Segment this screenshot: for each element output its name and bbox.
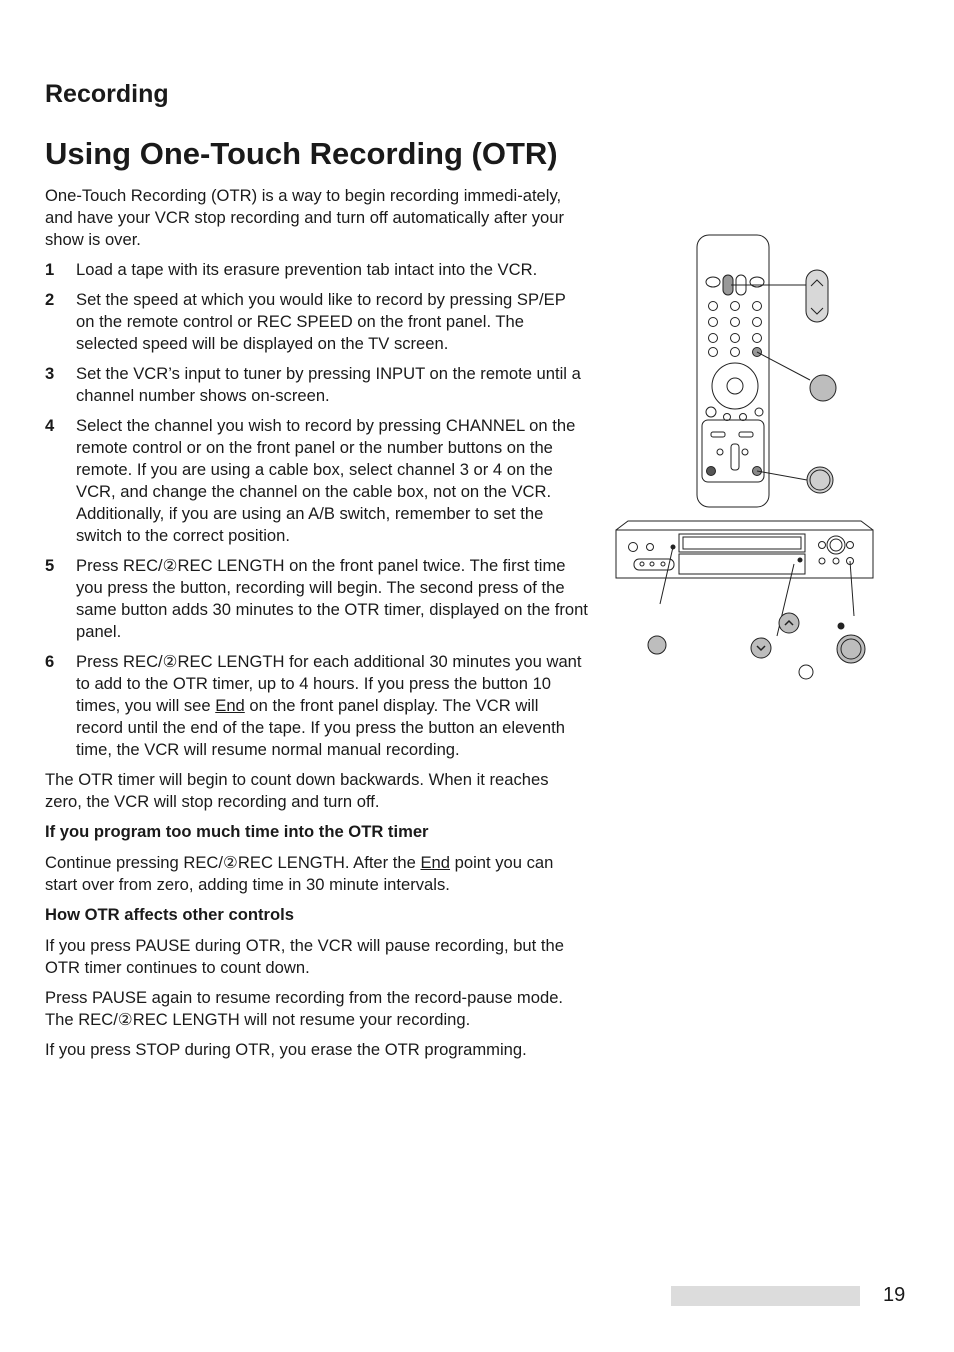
step-item: [45, 415, 588, 547]
remote-and-vcr-illustration: [610, 230, 890, 690]
indicator-icon: [799, 665, 813, 679]
text-part: point you can start over from zero, adding time in 30 minute intervals.: [45, 853, 554, 894]
stop-paragraph: If you press STOP during OTR, you erase the OTR programming.: [45, 1040, 527, 1059]
affects-heading: How OTR affects other controls: [45, 905, 294, 924]
resume-paragraph: Press PAUSE again to resume recording from the record-pause mode. The REC/②REC LENGTH will not resume your recording.: [45, 988, 564, 1029]
page-number: 19: [883, 1284, 906, 1306]
step-item: [45, 651, 588, 761]
step-item: [45, 289, 588, 355]
end-display-text: End: [215, 696, 245, 715]
channel-up-button-icon: [779, 613, 799, 633]
body-content: [45, 185, 588, 1069]
step-text: Set the VCR’s input to tuner by pressing INPUT on the remote until a channel number shows on-screen.: [76, 364, 581, 405]
step-item: [45, 363, 588, 407]
pause-paragraph: If you press PAUSE during OTR, the VCR will pause recording, but the OTR timer continues to count down.: [45, 936, 564, 977]
section-title: Recording: [45, 80, 169, 108]
footer-bar: [671, 1286, 860, 1306]
input-button-icon: [807, 467, 833, 493]
text-part: Continue pressing REC/②REC LENGTH. After the: [45, 853, 421, 872]
step-number: 5: [45, 556, 55, 575]
step-item: [45, 555, 588, 643]
sp-ep-button-icon: [810, 375, 836, 401]
step-text: Press REC/②REC LENGTH on the front panel twice. The first time you press the button, recording will begin. The second press of the same button adds 30 minutes to the OTR timer, displayed on the front panel.: [76, 556, 588, 641]
channel-down-button-icon: [751, 638, 771, 658]
step-number: 3: [45, 364, 55, 383]
step-number: 4: [45, 416, 55, 435]
step-item: [45, 259, 588, 281]
step-text: Set the speed at which you would like to record by pressing SP/EP on the remote control or REC SPEED on the front panel. The selected speed will be displayed on the TV screen.: [76, 290, 566, 353]
step-text: Load a tape with its erasure prevention tab intact into the VCR.: [76, 260, 538, 279]
end-display-text: End: [420, 853, 451, 872]
step-number: 1: [45, 260, 55, 279]
too-much-heading: If you program too much time into the OTR timer: [45, 822, 429, 841]
step-text: Select the channel you wish to record by pressing CHANNEL on the remote control or on the front panel or the number buttons on the remote. If you are using a cable box, select channel 3 or 4 on the VCR, and change the channel on the cable box, not on the VCR. Additionally, if you are using an A/B switch, remember to set the switch to the correct position.: [76, 416, 576, 545]
rec-speed-button-icon: [648, 636, 666, 654]
step-text: [76, 651, 588, 761]
record-dot-icon: [838, 623, 844, 629]
step-number: 2: [45, 290, 55, 309]
step-text-part: Press REC/②REC LENGTH for each additional 30 minutes you want to add to the OTR timer, up to 4 hours. If you press the button 10 times, you will see: [76, 652, 582, 715]
countdown-paragraph: The OTR timer will begin to count down backwards. When it reaches zero, the VCR will stop recording and turn off.: [45, 770, 549, 811]
page-title: Using One-Touch Recording (OTR): [45, 136, 558, 171]
steps-list: [45, 259, 588, 761]
too-much-paragraph: [45, 852, 588, 896]
intro-paragraph: One-Touch Recording (OTR) is a way to begin recording immedi-ately, and have your VCR stop recording and turn off automatically after your show is over.: [45, 186, 564, 249]
step-text-part: on the front panel display. The VCR will record until the end of the tape. If you press the button an eleventh time, the VCR will resume normal manual recording.: [76, 696, 565, 759]
step-number: 6: [45, 652, 55, 671]
remote-vcr-diagram: [610, 230, 890, 690]
